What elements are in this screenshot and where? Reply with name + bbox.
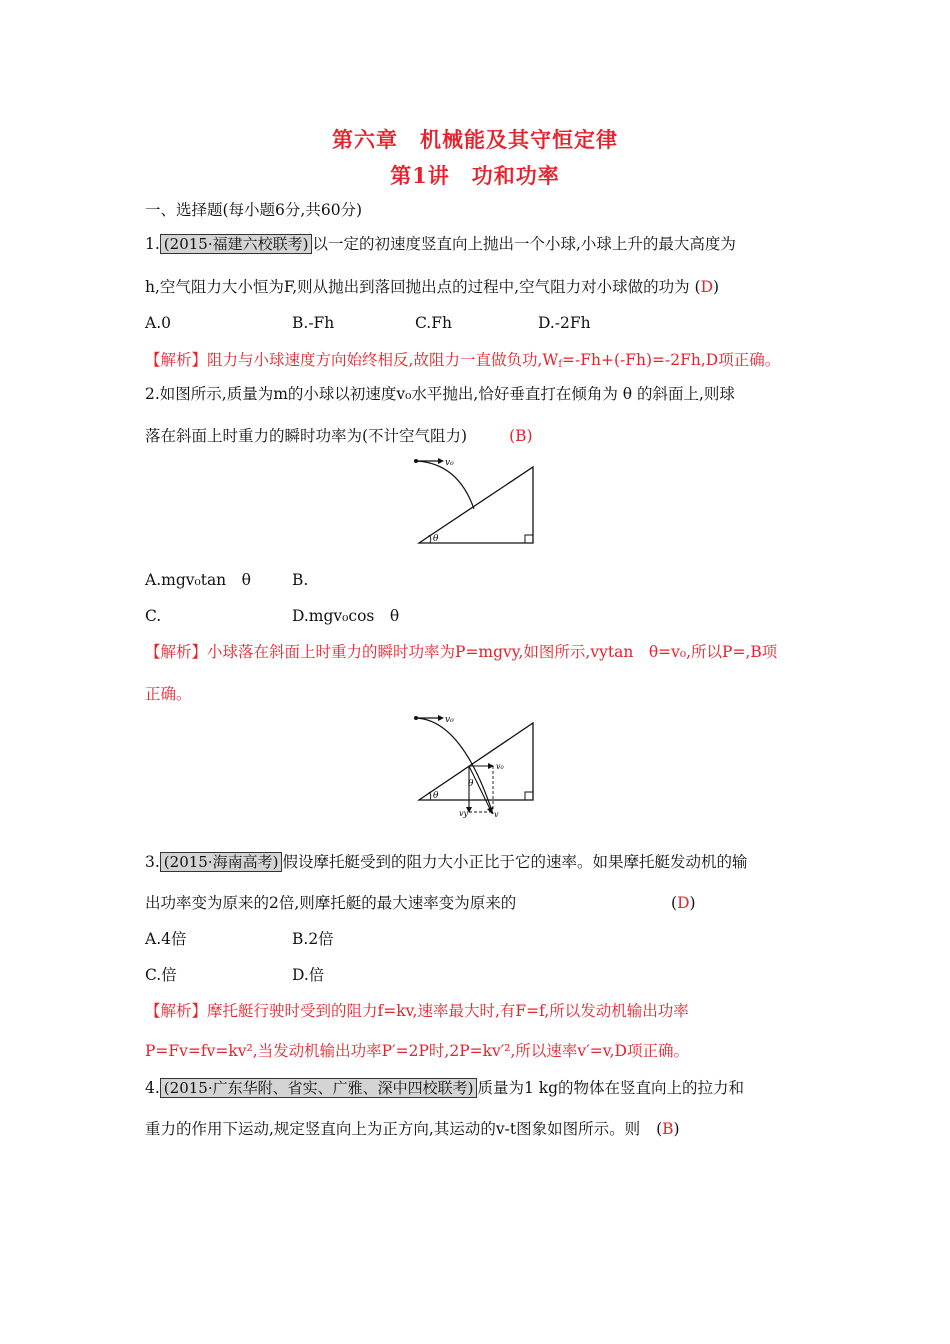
question-number: 3. bbox=[145, 853, 160, 871]
analysis-text: 摩托艇行驶时受到的阻力f=kv,速率最大时,有F=f,所以发动机输出功率 bbox=[207, 1002, 689, 1020]
answer-letter: B bbox=[662, 1120, 674, 1138]
question-text: 出功率变为原来的2倍,则摩托艇的最大速率变为原来的 bbox=[145, 894, 517, 912]
question-1-line-1 bbox=[145, 234, 736, 254]
incline-figure-2 bbox=[400, 710, 550, 820]
analysis-subscript: f bbox=[558, 359, 563, 370]
option-c: C.倍 bbox=[145, 966, 177, 984]
v0-label-2: v₀ bbox=[496, 762, 504, 771]
chapter-title: 第六章 机械能及其守恒定律 bbox=[332, 127, 618, 152]
option-a: A.4倍 bbox=[145, 930, 187, 948]
answer-letter: D bbox=[677, 894, 690, 912]
analysis-3-line-2: P=Fv=fv=kv²,当发动机输出功率P′=2P时,2P=kv′²,所以速率v′=v,D项正确。 bbox=[145, 1042, 689, 1060]
option-c: C.Fh bbox=[415, 314, 452, 332]
option-c: C. bbox=[145, 607, 162, 625]
theta-label: θ bbox=[433, 534, 439, 544]
question-text: 以一定的初速度竖直向上抛出一个小球,小球上升的最大高度为 bbox=[312, 235, 736, 253]
question-number: 1. bbox=[145, 235, 160, 253]
question-text: 质量为1 kg的物体在竖直向上的拉力和 bbox=[477, 1079, 745, 1097]
answer-letter: (B) bbox=[509, 427, 533, 445]
vy-label: vy bbox=[459, 809, 469, 818]
analysis-text: =-Fh+(-Fh)=-2Fh,D项正确。 bbox=[562, 351, 781, 369]
question-2-line-1 bbox=[145, 384, 735, 404]
question-number: 4. bbox=[145, 1079, 160, 1097]
incline-figure-1 bbox=[400, 455, 550, 550]
analysis-1 bbox=[145, 350, 780, 375]
source-tag: (2015·海南高考) bbox=[160, 852, 283, 872]
question-3-line-2 bbox=[145, 893, 516, 913]
option-b: B.2倍 bbox=[292, 930, 334, 948]
question-text: 重力的作用下运动,规定竖直向上为正方向,其运动的v-t图象如图所示。则 bbox=[145, 1120, 641, 1138]
analysis-2-line-2: 正确。 bbox=[145, 685, 192, 703]
analysis-label: 【解析】 bbox=[145, 643, 208, 661]
theta-label-2: θ bbox=[468, 779, 474, 789]
option-d: D.mgv₀cos θ bbox=[292, 607, 400, 625]
analysis-text: 阻力与小球速度方向始终相反,故阻力一直做负功,W bbox=[207, 351, 559, 369]
question-text: 落在斜面上时重力的瞬时功率为(不计空气阻力) bbox=[145, 427, 468, 445]
option-a: A.0 bbox=[145, 314, 171, 332]
v0-label: v₀ bbox=[445, 458, 454, 468]
question-text: 如图所示,质量为m的小球以初速度v₀水平抛出,恰好垂直打在倾角为 θ 的斜面上,则球 bbox=[159, 385, 735, 403]
source-tag: (2015·广东华附、省实、广雅、深中四校联考) bbox=[160, 1078, 478, 1098]
answer-3: (D) bbox=[671, 894, 696, 912]
option-d: D.倍 bbox=[292, 966, 325, 984]
option-a: A.mgv₀tan θ bbox=[145, 571, 251, 589]
analysis-label: 【解析】 bbox=[145, 1002, 208, 1020]
option-b: B. bbox=[292, 571, 309, 589]
question-2-line-2 bbox=[145, 426, 533, 446]
question-1-line-2 bbox=[145, 277, 719, 297]
answer-letter: D bbox=[700, 278, 714, 296]
analysis-2-line-1 bbox=[145, 642, 777, 662]
question-text: h,空气阻力大小恒为F,则从抛出到落回抛出点的过程中,空气阻力对小球做的功为 ( bbox=[145, 278, 701, 296]
question-3-line-1 bbox=[145, 852, 747, 872]
option-b: B.-Fh bbox=[292, 314, 335, 332]
source-tag: (2015·福建六校联考) bbox=[160, 234, 313, 254]
question-4-line-1 bbox=[145, 1078, 744, 1098]
analysis-text: 小球落在斜面上时重力的瞬时功率为P=mgvy,如图所示,vytan θ=v₀,所以P=,B项 bbox=[207, 643, 778, 661]
theta-label: θ bbox=[433, 791, 439, 801]
option-d: D.-2Fh bbox=[538, 314, 591, 332]
question-4-line-2: 重力的作用下运动,规定竖直向上为正方向,其运动的v-t图象如图所示。则 (B) bbox=[145, 1120, 680, 1138]
analysis-3-line-1 bbox=[145, 1001, 689, 1021]
v0-label: v₀ bbox=[445, 715, 454, 725]
answer-close-paren: ) bbox=[713, 278, 720, 296]
v-label: v bbox=[494, 810, 499, 819]
analysis-label: 【解析】 bbox=[145, 351, 208, 369]
question-text: 假设摩托艇受到的阻力大小正比于它的速率。如果摩托艇发动机的输 bbox=[282, 853, 748, 871]
section-heading: 一、选择题(每小题6分,共60分) bbox=[145, 201, 363, 219]
question-number: 2. bbox=[145, 385, 160, 403]
lecture-title: 第1讲 功和功率 bbox=[390, 163, 560, 188]
